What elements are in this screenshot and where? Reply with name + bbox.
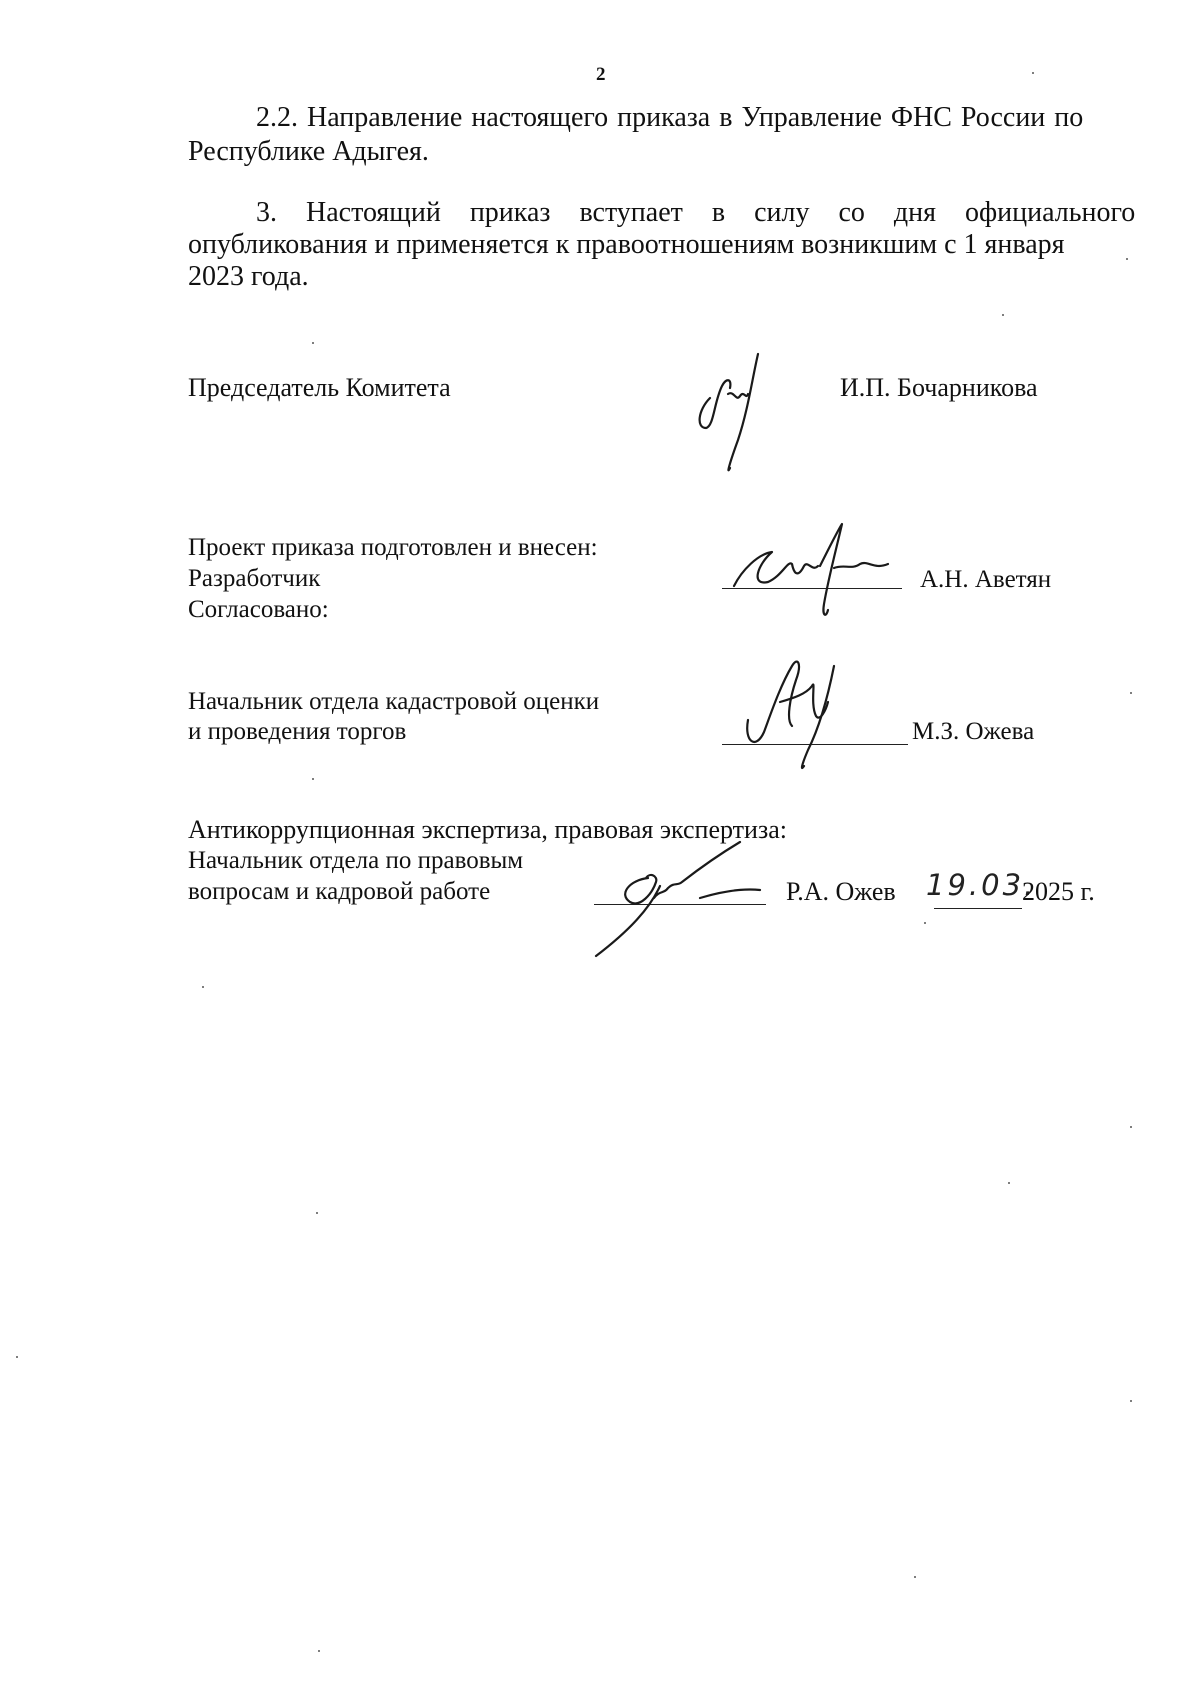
scan-speck	[318, 1650, 320, 1652]
expertise-role-line-2: вопросам и кадровой работе	[188, 878, 491, 905]
cadastral-head-role-line-1: Начальник отдела кадастровой оценки	[188, 688, 600, 715]
developer-intro: Проект приказа подготовлен и внесен:	[188, 534, 598, 561]
scan-speck	[914, 1576, 916, 1578]
scan-speck	[1002, 314, 1004, 316]
scan-speck	[16, 1356, 18, 1358]
scan-speck	[1130, 692, 1132, 694]
developer-signature	[728, 520, 928, 630]
chair-title: Председатель Комитета	[188, 373, 451, 402]
expertise-role-line-1: Начальник отдела по правовым	[188, 847, 524, 874]
paragraph-3-line-1: 3. Настоящий приказ вступает в силу со дня официального	[256, 197, 1136, 228]
cadastral-head-signature	[740, 646, 870, 776]
developer-role: Разработчик	[188, 565, 321, 592]
paragraph-3-line-3: 2023 года.	[188, 261, 309, 292]
cadastral-head-role-line-2: и проведения торгов	[188, 718, 407, 745]
paragraph-2-2-line-1: 2.2. Направление настоящего приказа в Управление ФНС России по	[256, 102, 1084, 133]
paragraph-2-2-line-2: Республике Адыгея.	[188, 136, 429, 167]
chair-name: И.П. Бочарникова	[840, 373, 1038, 402]
paragraph-3-line-2: опубликования и применяется к правоотношениям возникшим с 1 января	[188, 229, 1065, 260]
scan-speck	[202, 986, 204, 988]
scan-speck	[1008, 1182, 1010, 1184]
scan-speck	[1126, 258, 1128, 260]
cadastral-head-name: М.З. Ожева	[912, 718, 1035, 745]
developer-agreed: Согласовано:	[188, 596, 329, 623]
expertise-signature	[590, 838, 780, 958]
scan-speck	[924, 922, 926, 924]
developer-name: А.Н. Аветян	[920, 566, 1052, 593]
scan-speck	[1032, 72, 1034, 74]
scan-speck	[316, 1212, 318, 1214]
scan-speck	[312, 342, 314, 344]
scan-speck	[1130, 1400, 1132, 1402]
scan-speck	[1130, 1126, 1132, 1128]
expertise-heading: Антикоррупционная экспертиза, правовая экспертиза:	[188, 815, 787, 844]
chair-signature	[690, 350, 800, 480]
scan-speck	[312, 778, 314, 780]
expertise-date-line	[934, 908, 1022, 909]
page-number: 2	[596, 64, 606, 85]
expertise-name: Р.А. Ожев	[786, 877, 896, 906]
expertise-date-handwritten: 19.03.	[926, 868, 1037, 902]
expertise-date-suffix: 2025 г.	[1022, 877, 1095, 906]
